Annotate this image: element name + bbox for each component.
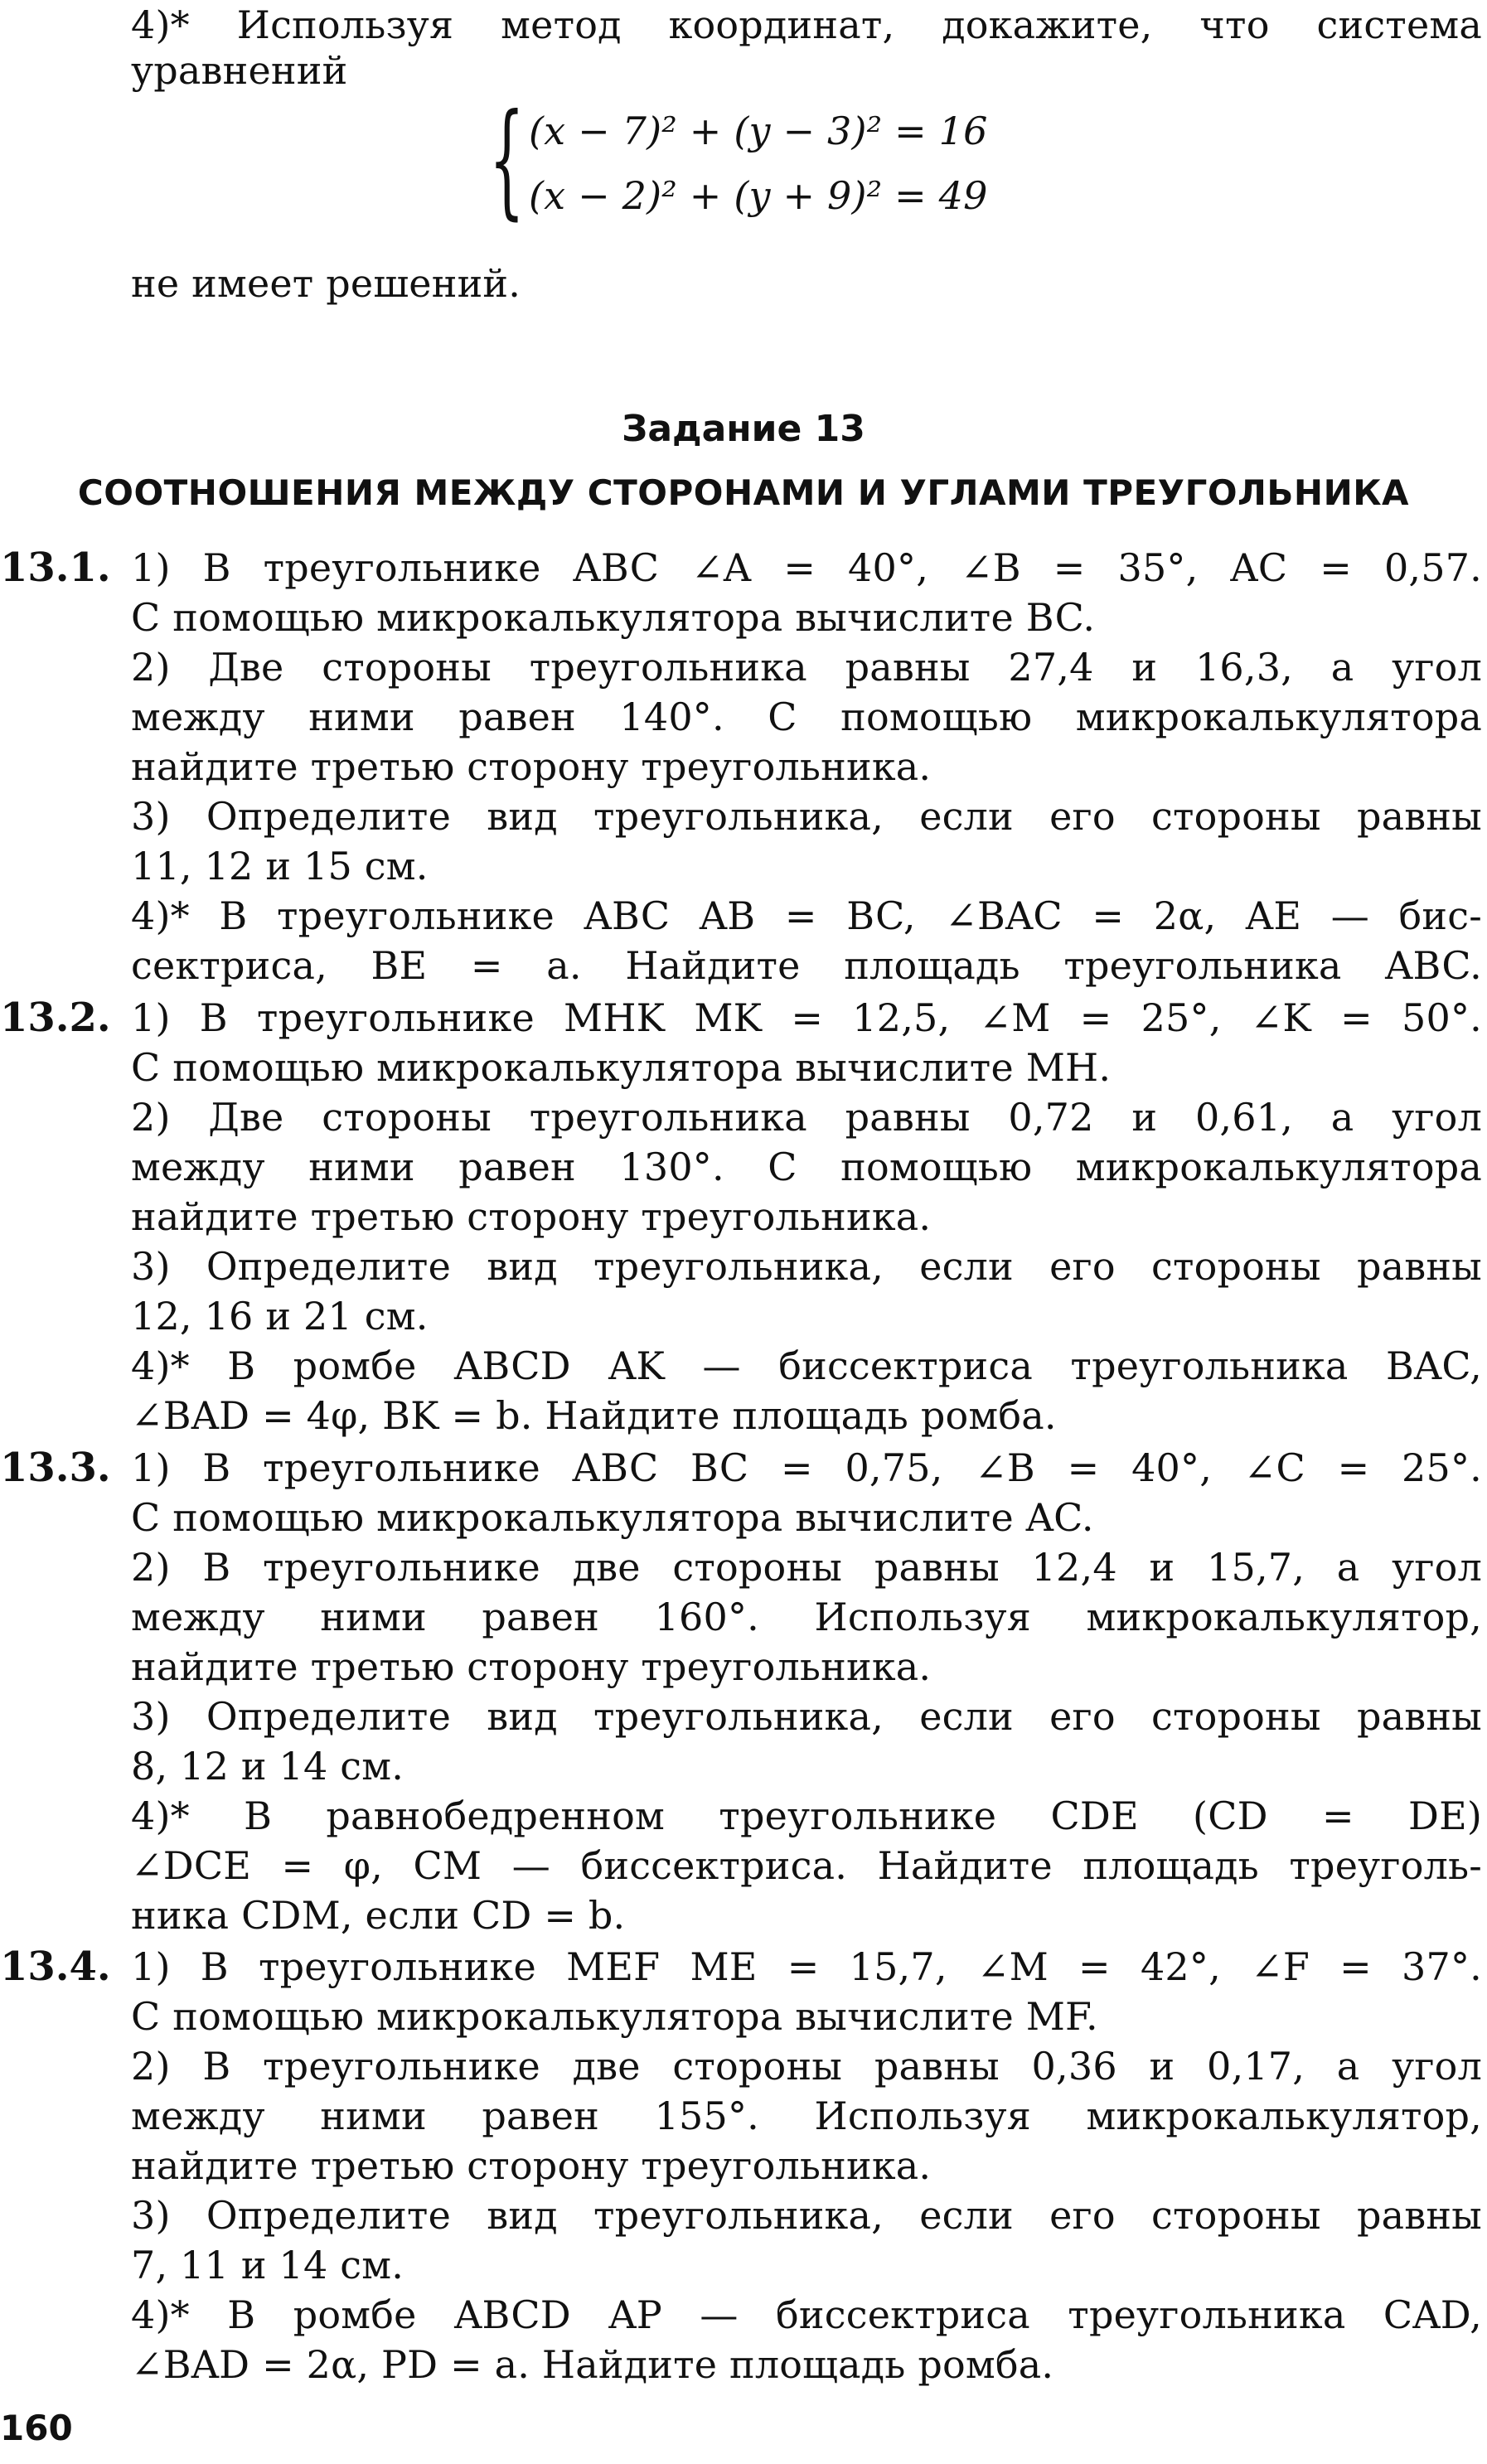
- problem-line: 4)* В ромбе ABCD AP — биссектриса треугольника CAD,: [131, 2292, 1482, 2337]
- problem-line: 1) В треугольнике MEF ME = 15,7, ∠M = 42°, ∠F = 37°.: [131, 1944, 1482, 1989]
- problem-number: 13.2.: [0, 995, 111, 1041]
- problem-line: ∠DCE = φ, CM — биссектриса. Найдите площадь треуголь-: [131, 1843, 1482, 1888]
- conclusion-text: не имеет решений.: [131, 261, 521, 306]
- problem-line: 12, 16 и 21 см.: [131, 1294, 429, 1338]
- problem-line: найдите третью сторону треугольника.: [131, 1194, 932, 1239]
- problem-number: 13.4.: [0, 1944, 111, 1990]
- problem-line: 3) Определите вид треугольника, если его стороны равны: [131, 1244, 1482, 1289]
- problem-line: между ними равен 155°. Используя микрокалькулятор,: [131, 2094, 1482, 2138]
- problem-line: между ними равен 160°. Используя микрокалькулятор,: [131, 1595, 1482, 1639]
- problem-line: между ними равен 130°. С помощью микрокалькулятора: [131, 1145, 1482, 1189]
- problem-number: 13.1.: [0, 545, 111, 591]
- problem-line: найдите третью сторону треугольника.: [131, 1644, 932, 1689]
- problem-line: 4)* В треугольнике ABC AB = BC, ∠BAC = 2α, AE — бис-: [131, 893, 1482, 938]
- problem-line: С помощью микрокалькулятора вычислите MF.: [131, 1994, 1098, 2039]
- problem-line: сектриса, BE = a. Найдите площадь треугольника ABC.: [131, 943, 1482, 988]
- system-brace: {: [489, 88, 526, 232]
- problem-line: ∠BAD = 4φ, BK = b. Найдите площадь ромба.: [131, 1393, 1057, 1438]
- page-number: 160: [0, 2408, 73, 2448]
- problem-line: 2) Две стороны треугольника равны 27,4 и 16,3, а угол: [131, 645, 1482, 690]
- section-title: Задание 13: [622, 408, 865, 450]
- problem-line: 8, 12 и 14 см.: [131, 1744, 404, 1789]
- prob-4-line-2: уравнений: [131, 48, 348, 93]
- problem-line: найдите третью сторону треугольника.: [131, 2143, 932, 2188]
- problem-line: 3) Определите вид треугольника, если его стороны равны: [131, 2193, 1482, 2238]
- equation-1: (x − 7)² + (y − 3)² = 16: [529, 109, 988, 153]
- problem-line: 2) Две стороны треугольника равны 0,72 и 0,61, а угол: [131, 1095, 1482, 1140]
- problem-line: 1) В треугольнике MHK MK = 12,5, ∠M = 25°, ∠K = 50°.: [131, 995, 1482, 1040]
- problem-line: ∠BAD = 2α, PD = a. Найдите площадь ромба.: [131, 2342, 1054, 2387]
- problem-line: С помощью микрокалькулятора вычислите AC.: [131, 1495, 1094, 1540]
- problem-line: ника CDM, если CD = b.: [131, 1893, 626, 1938]
- problem-line: 3) Определите вид треугольника, если его стороны равны: [131, 794, 1482, 839]
- problem-line: 4)* В ромбе ABCD AK — биссектриса треугольника BAC,: [131, 1343, 1482, 1388]
- problem-line: 11, 12 и 15 см.: [131, 844, 429, 888]
- problem-line: С помощью микрокалькулятора вычислите BC.: [131, 595, 1096, 640]
- problem-line: между ними равен 140°. С помощью микрокалькулятора: [131, 695, 1482, 739]
- problem-line: найдите третью сторону треугольника.: [131, 744, 932, 789]
- problem-line: 2) В треугольнике две стороны равны 12,4 и 15,7, а угол: [131, 1545, 1482, 1590]
- problem-line: 1) В треугольнике ABC BC = 0,75, ∠B = 40°, ∠C = 25°.: [131, 1445, 1482, 1490]
- problem-line: 2) В треугольнике две стороны равны 0,36 и 0,17, а угол: [131, 2044, 1482, 2089]
- problem-line: 1) В треугольнике ABC ∠A = 40°, ∠B = 35°, AC = 0,57.: [131, 545, 1482, 590]
- prob-4-line-1: 4)* Используя метод координат, докажите, что система: [131, 2, 1482, 47]
- problem-line: 7, 11 и 14 см.: [131, 2243, 404, 2287]
- problem-number: 13.3.: [0, 1445, 111, 1491]
- equation-system: [489, 88, 1069, 232]
- problem-line: 3) Определите вид треугольника, если его стороны равны: [131, 1694, 1482, 1739]
- section-subtitle: СООТНОШЕНИЯ МЕЖДУ СТОРОНАМИ И УГЛАМИ ТРЕУГОЛЬНИКА: [77, 472, 1410, 513]
- problem-line: 4)* В равнобедренном треугольнике CDE (CD = DE): [131, 1794, 1482, 1838]
- equation-2: (x − 2)² + (y + 9)² = 49: [529, 173, 988, 218]
- problem-line: С помощью микрокалькулятора вычислите MH.: [131, 1045, 1112, 1090]
